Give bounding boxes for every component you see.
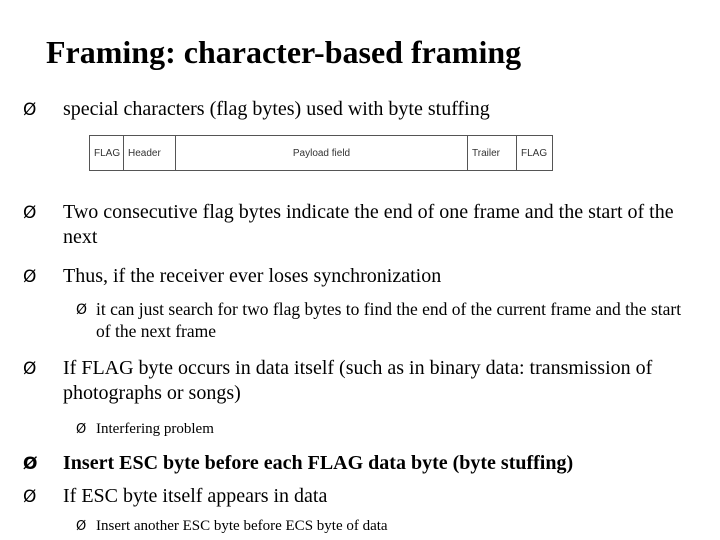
- frame-header: Header: [124, 136, 176, 170]
- slide-title: Framing: character-based framing: [46, 34, 522, 70]
- arrow-bullet-icon: Ø: [76, 302, 88, 318]
- frame-flag-end: FLAG: [521, 147, 548, 159]
- bullet-flag-in-data: [23, 356, 663, 406]
- bullet-text: special characters (flag bytes) used with byte stuffing: [63, 98, 490, 120]
- arrow-bullet-icon: Ø: [23, 100, 37, 120]
- arrow-bullet-icon: Ø: [23, 359, 37, 379]
- bullet-text: it can just search for two flag bytes to find the end of the current frame and the start of the next frame: [96, 299, 682, 341]
- arrow-bullet-icon: Ø: [23, 454, 38, 474]
- frame-payload: Payload field: [176, 136, 468, 170]
- bullet-text: Insert ESC byte before each FLAG data byte (byte stuffing): [63, 452, 574, 474]
- subbullet-search-flags: [76, 298, 696, 342]
- frame-diagram: [89, 135, 553, 171]
- arrow-bullet-icon: Ø: [23, 203, 37, 223]
- bullet-text: If ESC byte itself appears in data: [63, 485, 328, 507]
- frame-trailer: Trailer: [468, 136, 517, 170]
- bullet-text: Interfering problem: [96, 421, 214, 437]
- subbullet-interfering: [76, 419, 214, 440]
- frame-flag-start: FLAG: [90, 136, 124, 170]
- arrow-bullet-icon: Ø: [76, 422, 87, 437]
- bullet-text: If FLAG byte occurs in data itself (such as in binary data: transmission of photographs or songs): [63, 357, 653, 404]
- bullet-insert-esc: [23, 451, 713, 477]
- arrow-bullet-icon: Ø: [76, 519, 87, 534]
- bullet-text: Thus, if the receiver ever loses synchronization: [63, 265, 442, 287]
- subbullet-insert-another-esc: [76, 516, 388, 537]
- arrow-bullet-icon: Ø: [23, 487, 37, 507]
- bullet-esc-in-data: [23, 484, 327, 510]
- bullet-consecutive-flags: [23, 200, 703, 250]
- bullet-flag-bytes: [23, 97, 490, 123]
- bullet-text: Insert another ESC byte before ECS byte of data: [96, 518, 388, 534]
- bullet-text: Two consecutive flag bytes indicate the end of one frame and the start of the next: [63, 201, 674, 248]
- arrow-bullet-icon: Ø: [23, 267, 37, 287]
- bullet-loses-sync: [23, 264, 441, 290]
